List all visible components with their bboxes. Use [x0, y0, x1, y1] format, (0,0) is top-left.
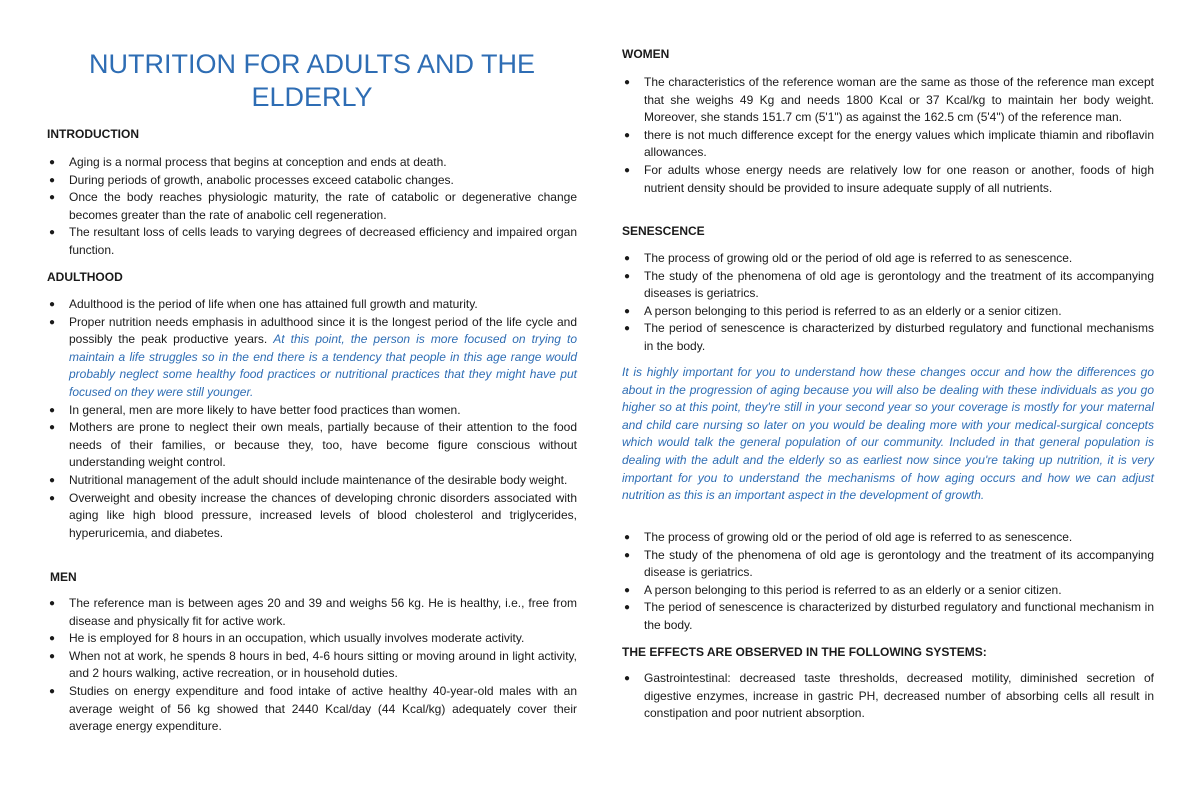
men-list [47, 595, 577, 736]
list-item: ● Proper nutrition needs emphasis in adulthood since it is the longest period of the life cycle and possibly the peak productive years. At this point, the person is more focused on trying to maintain a life struggles so in the end there is a tendency that people in this age range would probably neglect some healthy food practices or nutritional practices that they might have put focused on they were still younger. [49, 314, 577, 399]
introduction-heading: INTRODUCTION [47, 127, 139, 141]
adulthood-list [47, 296, 577, 542]
list-item: ● The reference man is between ages 20 and 39 and weighs 56 kg. He is healthy, i.e., free from disease and physically fit for active work. [49, 596, 577, 628]
bullet-icon: ● [624, 129, 631, 141]
bullet-icon: ● [49, 633, 56, 645]
bullet-icon: ● [624, 673, 631, 684]
list-item: ● A person belonging to this period is referred to as an elderly or a senior citizen. [622, 303, 1154, 321]
list-item: ● Aging is a normal process that begins at conception and ends at death. [47, 154, 577, 172]
introduction-list [47, 154, 577, 260]
page-title: NUTRITION FOR ADULTS AND THE ELDERLY [88, 49, 536, 112]
bullet-icon: ● [624, 323, 631, 335]
list-item: ● The resultant loss of cells leads to varying degrees of decreased efficiency and impaired organ function. [49, 225, 577, 257]
list-item: ● The process of growing old or the period of old age is referred to as senescence. [622, 250, 1154, 268]
list-item: ● The period of senescence is characterized by disturbed regulatory and functional mechanisms in the body. [624, 321, 1154, 353]
list-item: ● The study of the phenomena of old age is gerontology and the treatment of its accompanying disease is geriatrics. [624, 547, 1154, 580]
list-item: ● For adults whose energy needs are relatively low for one reason or another, foods of high nutrient density should be provided to insure adequate supply of all nutrients. [624, 162, 1154, 195]
bullet-icon: ● [49, 422, 56, 434]
bullet-icon: ● [624, 253, 631, 264]
women-heading: WOMEN [622, 47, 670, 61]
lecture-note: At this point, the person is more focused on trying to maintain a life struggles so in the end there is a tendency that people in this age range would probably neglect some healthy food practices or nutritional practices that they might have put focused on they were still younger. [69, 332, 577, 399]
bullet-icon: ● [49, 299, 56, 310]
list-item: ● He is employed for 8 hours in an occupation, which usually involves moderate activity. [47, 630, 577, 648]
bullet-icon: ● [49, 650, 56, 662]
adulthood-heading: ADULTHOOD [47, 270, 123, 284]
bullet-icon: ● [624, 305, 631, 317]
list-item: ● Gastrointestinal: decreased taste thresholds, decreased motility, diminished secretion of digestive enzymes, increase in gastric PH, decreased number of absorbing cells all result in constipation and poor nutrient absorption. [624, 671, 1154, 721]
list-item: ● During periods of growth, anabolic processes exceed catabolic changes. [47, 172, 577, 190]
bullet-icon: ● [49, 685, 56, 697]
bullet-icon: ● [49, 492, 56, 504]
list-item: ● there is not much difference except for the energy values which implicate thiamin and riboflavin allowances. [624, 127, 1154, 160]
bullet-icon: ● [49, 404, 56, 416]
list-item: ● The period of senescence is characterized by disturbed regulatory and functional mechanism in the body. [624, 600, 1154, 632]
list-item: ● Studies on energy expenditure and food intake of active healthy 40-year-old males with an average weight of 56 kg showed that 2440 Kcal/day (44 Kcal/kg) adequately cover their average energy expenditure. [49, 683, 577, 734]
bullet-icon: ● [49, 598, 56, 609]
bullet-icon: ● [49, 474, 56, 486]
bullet-icon: ● [624, 270, 631, 282]
bullet-icon: ● [49, 227, 56, 239]
list-item: ● The study of the phenomena of old age is gerontology and the treatment of its accompanying diseases is geriatrics. [624, 268, 1154, 301]
bullet-icon: ● [49, 157, 56, 168]
men-heading: MEN [50, 570, 77, 584]
bullet-icon: ● [49, 192, 56, 204]
women-list [622, 74, 1154, 197]
list-item: ● Nutritional management of the adult should include maintenance of the desirable body weight. [47, 472, 577, 490]
list-item: ● Once the body reaches physiologic maturity, the rate of catabolic or degenerative change becomes greater than the rate of anabolic cell regeneration. [49, 190, 577, 222]
bullet-icon: ● [624, 532, 631, 543]
bullet-icon: ● [624, 164, 631, 176]
list-item: ● Adulthood is the period of life when one has attained full growth and maturity. [47, 296, 577, 314]
list-item: ● A person belonging to this period is referred to as an elderly or a senior citizen. [622, 582, 1154, 600]
effects-heading: THE EFFECTS ARE OBSERVED IN THE FOLLOWING SYSTEMS: [622, 645, 987, 659]
bullet-icon: ● [49, 316, 56, 328]
bullet-icon: ● [624, 602, 631, 614]
list-item: ● Mothers are prone to neglect their own meals, partially because of their attention to the food needs of their families, or because they, too, have become figure conscious without understanding weight control. [49, 420, 577, 470]
senescence-heading: SENESCENCE [622, 224, 705, 238]
bullet-icon: ● [624, 77, 631, 88]
bullet-icon: ● [624, 549, 631, 561]
list-item: ● Overweight and obesity increase the chances of developing chronic disorders associated with aging like high blood pressure, increased levels of blood cholesterol and triglycerides, hyperuricemia, and diabetes. [49, 490, 577, 540]
senescence-list-repeat [622, 529, 1154, 635]
list-item: ● The process of growing old or the period of old age is referred to as senescence. [622, 529, 1154, 547]
lecture-note: It is highly important for you to understand how these changes occur and how the differences go about in the progression of aging because you will also be dealing with these individuals as you go higher so at this point, they're still in your second year so your coverage is mostly for your maternal and child care nursing so later on you would be dealing more with your medical-surgical concepts which would talk the general population of our community. Included in that general population is dealing with the adult and the elderly so as earliest now since you're taking up nutrition, it is very important for you to understand the mechanisms of how aging occurs and how we can adjust nutrition as this is an important aspect in the development of growth. [622, 365, 1154, 503]
bullet-icon: ● [49, 174, 56, 186]
list-item: ● In general, men are more likely to have better food practices than women. [47, 402, 577, 420]
list-item: ● The characteristics of the reference woman are the same as those of the reference man except that she weighs 49 Kg and needs 1800 Kcal or 37 Kcal/kg to maintain her body weight. Moreover, she stands 151.7 cm (5'1") as against the 162.5 cm (5'4") of the reference man. [624, 75, 1154, 125]
bullet-icon: ● [624, 584, 631, 596]
effects-list [622, 670, 1154, 723]
senescence-list [622, 250, 1154, 356]
list-item: ● When not at work, he spends 8 hours in bed, 4-6 hours sitting or moving around in light activity, and 2 hours walking, active recreation, or in household duties. [49, 648, 577, 681]
